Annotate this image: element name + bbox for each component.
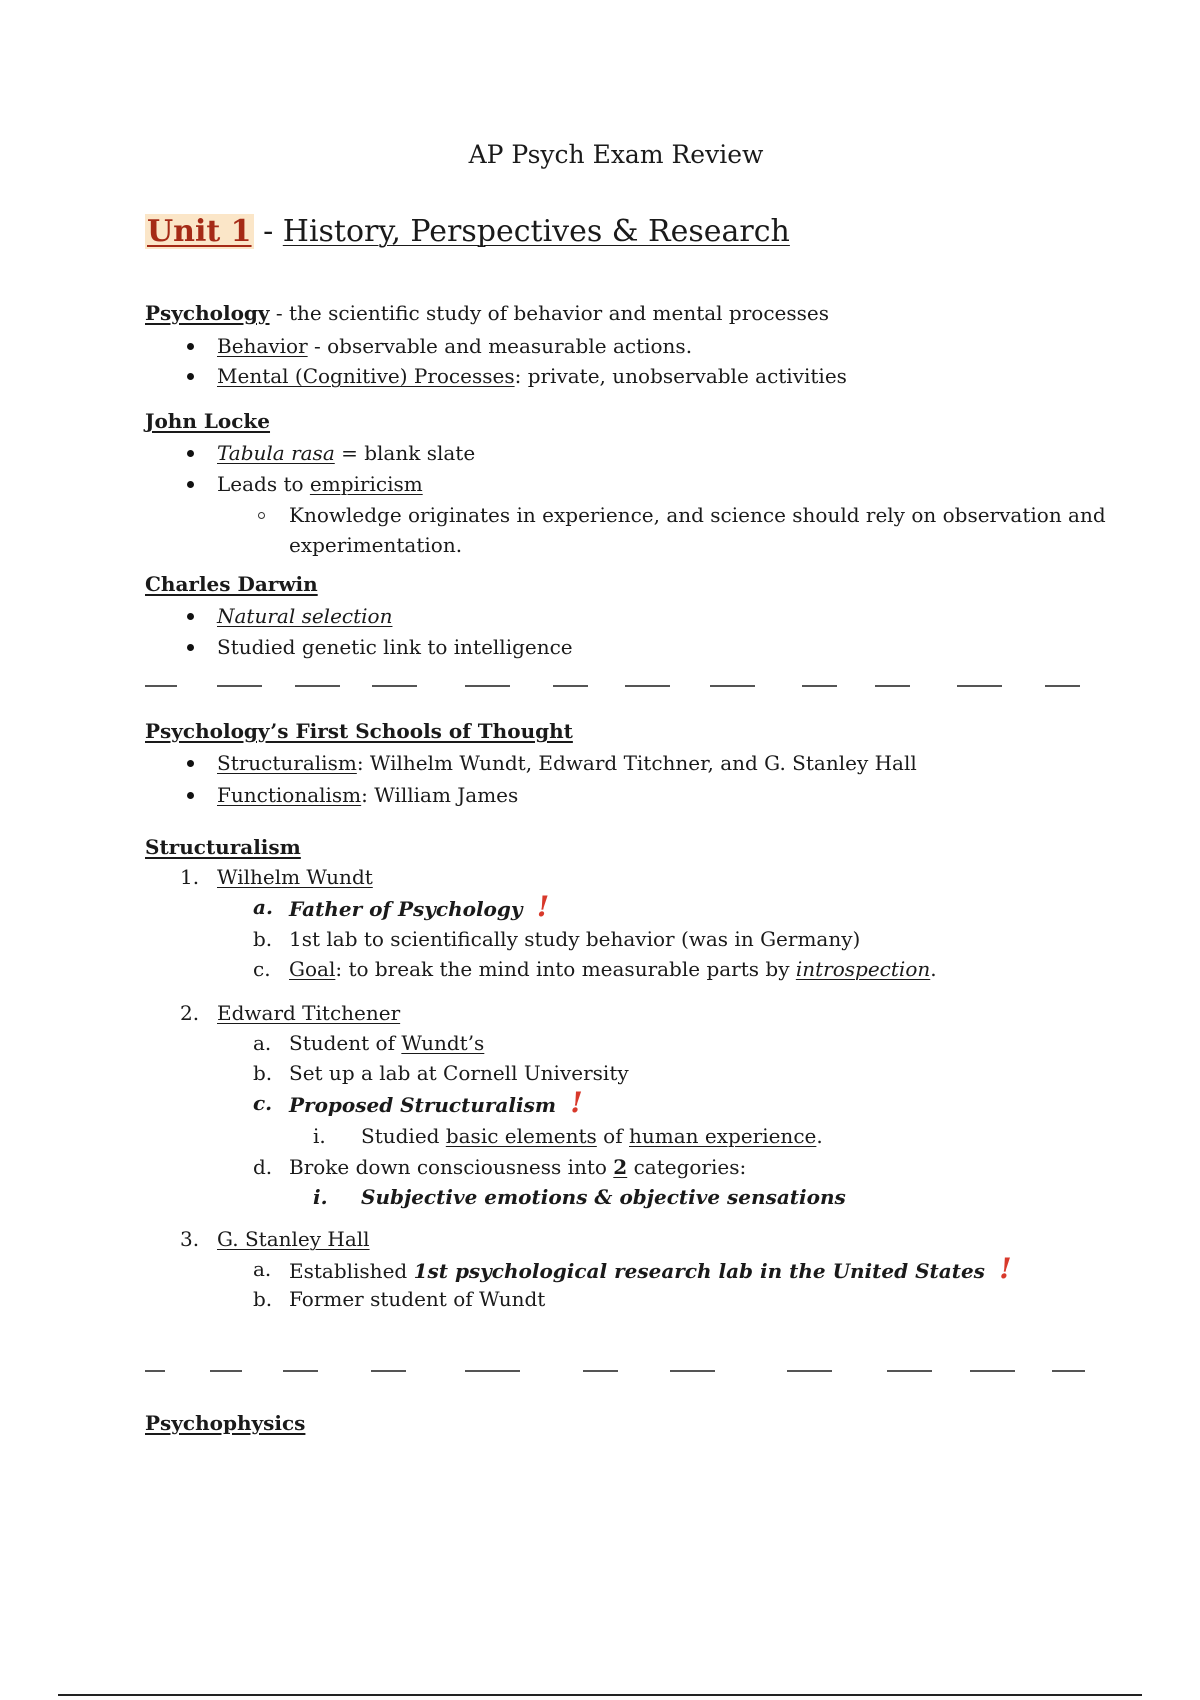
list-item: [289, 890, 550, 923]
mental-processes-term: Mental (Cognitive) Processes: [217, 364, 515, 388]
important-mark-icon: !: [536, 890, 550, 923]
list-roman: i.: [313, 1185, 328, 1209]
empiricism-lead-text: Leads to: [217, 472, 310, 496]
basic-elements-term: basic elements: [445, 1124, 597, 1148]
bullet-icon: [187, 613, 194, 620]
list-letter: d.: [253, 1155, 273, 1179]
important-mark-icon: !: [999, 1252, 1012, 1285]
unit-topic: History, Perspectives & Research: [282, 214, 790, 249]
two-term: 2: [613, 1155, 628, 1179]
document-title: AP Psych Exam Review: [468, 140, 764, 169]
list-number: 2.: [180, 1001, 200, 1025]
student-of-text: Student of: [289, 1031, 402, 1055]
bullet-icon: [187, 644, 194, 651]
important-mark-icon: !: [570, 1086, 583, 1119]
list-letter: b.: [253, 1287, 273, 1311]
mental-processes-text: : private, unobservable activities: [514, 364, 847, 388]
list-letter: c.: [253, 957, 271, 981]
section-heading-charles-darwin: Charles Darwin: [145, 572, 318, 596]
introspection-term: introspection: [795, 957, 931, 981]
section-heading-structuralism: Structuralism: [145, 835, 301, 859]
bullet-icon: [187, 373, 194, 380]
list-letter: b.: [253, 927, 273, 951]
list-item: Set up a lab at Cornell University: [289, 1061, 629, 1085]
unit-label: Unit 1: [147, 214, 252, 249]
proposed-structuralism: Proposed Structuralism: [289, 1093, 557, 1117]
psychology-definition: [145, 300, 829, 326]
wundts-term: Wundt’s: [401, 1031, 485, 1055]
categories-text: categories:: [627, 1155, 747, 1179]
goal-text: : to break the mind into measurable parts by: [335, 957, 796, 981]
list-item: Subjective emotions & objective sensations: [361, 1185, 846, 1209]
established-text: Established: [289, 1259, 414, 1283]
section-heading-psychophysics: Psychophysics: [145, 1411, 306, 1435]
list-item: [289, 956, 937, 982]
structuralism-term: Structuralism: [217, 751, 357, 775]
tabula-rasa-term: Tabula rasa: [217, 441, 335, 465]
section-divider: [145, 1370, 1085, 1372]
sub-bullet-icon: [258, 512, 265, 519]
list-item: [217, 440, 475, 466]
wundt-name: Wilhelm Wundt: [217, 865, 373, 889]
list-item: [217, 333, 692, 359]
list-number: 1.: [180, 865, 200, 889]
list-item: [361, 1123, 823, 1149]
behavior-term: Behavior: [217, 334, 308, 358]
behavior-text: - observable and measurable actions.: [307, 334, 693, 358]
list-item: [217, 363, 847, 389]
list-roman: i.: [313, 1124, 326, 1148]
tabula-rasa-text: = blank slate: [334, 441, 476, 465]
list-item: 1st lab to scientifically study behavior (was in Germany): [289, 927, 861, 951]
functionalism-text: : William James: [361, 783, 519, 807]
list-item: [289, 1154, 746, 1180]
goal-term: Goal: [289, 957, 336, 981]
bullet-icon: [187, 343, 194, 350]
list-number: 3.: [180, 1227, 200, 1251]
list-item: [289, 1086, 583, 1119]
list-letter: a.: [253, 1257, 272, 1281]
list-item: [217, 471, 423, 497]
bullet-icon: [187, 792, 194, 799]
list-letter: a.: [253, 1031, 272, 1055]
human-experience-term: human experience: [629, 1124, 817, 1148]
list-item: Studied genetic link to intelligence: [217, 635, 573, 659]
section-divider: [145, 685, 1085, 687]
functionalism-term: Functionalism: [217, 783, 362, 807]
section-heading-first-schools: Psychology’s First Schools of Thought: [145, 719, 573, 743]
bullet-icon: [187, 760, 194, 767]
of-text: of: [596, 1124, 629, 1148]
list-letter: a.: [253, 895, 273, 919]
list-letter: b.: [253, 1061, 273, 1085]
list-item: [217, 782, 518, 808]
studied-text: Studied: [361, 1124, 446, 1148]
list-item: Knowledge originates in experience, and science should rely on observation and: [289, 503, 1106, 527]
list-item: [217, 750, 917, 776]
natural-selection-item: Natural selection: [217, 604, 393, 628]
studied-end: .: [816, 1124, 823, 1148]
hall-name: G. Stanley Hall: [217, 1227, 370, 1251]
psychology-definition-text: - the scientific study of behavior and mental processes: [269, 301, 829, 325]
list-item: [289, 1252, 1012, 1285]
list-item-continuation: experimentation.: [289, 533, 463, 557]
empiricism-term: empiricism: [309, 472, 423, 496]
broke-down-text: Broke down consciousness into: [289, 1155, 614, 1179]
psychology-term: Psychology: [145, 301, 270, 325]
titchener-name: Edward Titchener: [217, 1001, 401, 1025]
father-of-psychology: Father of Psychology: [289, 897, 523, 921]
unit-heading: [145, 214, 790, 249]
section-heading-john-locke: John Locke: [145, 409, 271, 433]
list-item: [289, 1030, 484, 1056]
bullet-icon: [187, 450, 194, 457]
goal-end: .: [930, 957, 937, 981]
unit-separator: -: [263, 214, 274, 249]
bullet-icon: [187, 481, 194, 488]
list-item: Former student of Wundt: [289, 1287, 546, 1311]
list-letter: c.: [253, 1091, 273, 1115]
structuralism-text: : Wilhelm Wundt, Edward Titchner, and G. Stanley Hall: [356, 751, 917, 775]
page-bottom-rule: [58, 1694, 1142, 1696]
first-us-lab: 1st psychological research lab in the United States: [413, 1259, 985, 1283]
